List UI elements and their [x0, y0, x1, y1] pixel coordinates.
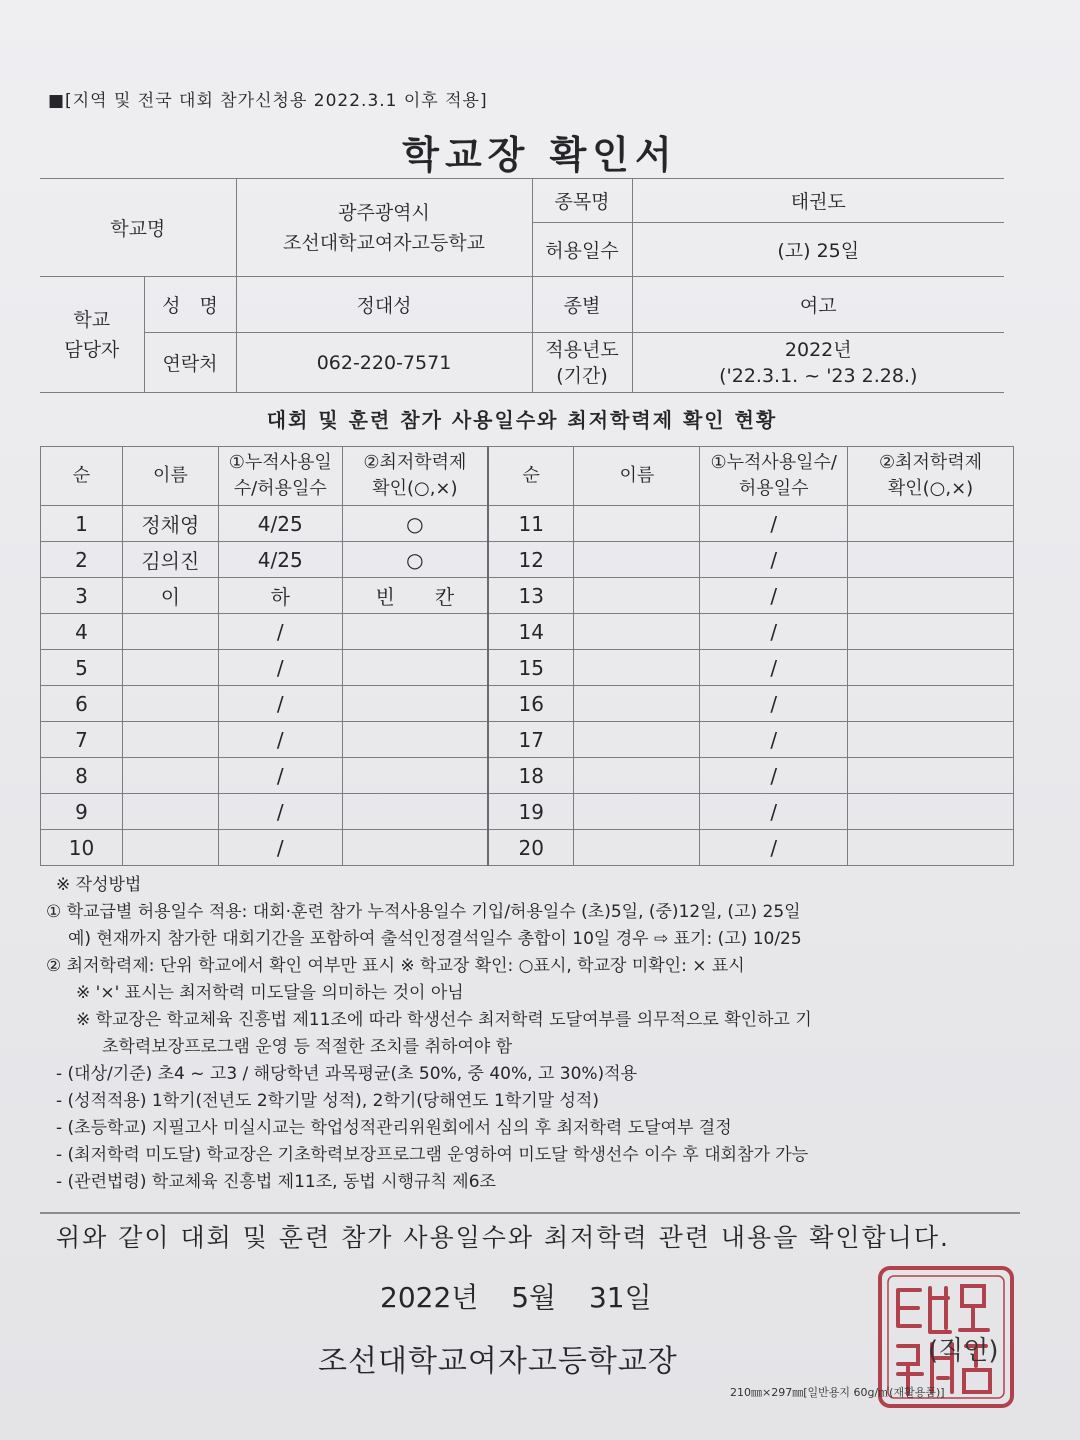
- row-no-right: 15: [488, 650, 574, 686]
- row-name: [122, 722, 218, 758]
- row-min-check-right: [848, 542, 1014, 578]
- table-row: [41, 614, 1014, 650]
- sport-value: 태권도: [632, 179, 1004, 223]
- row-min-check: ○: [342, 542, 488, 578]
- row-min-check-right: [848, 650, 1014, 686]
- row-min-check: ○: [342, 506, 488, 542]
- row-days-right: /: [700, 758, 848, 794]
- form-header-note: ■[지역 및 전국 대회 참가신청용 2022.3.1 이후 적용]: [48, 91, 488, 111]
- row-no-right: 16: [488, 686, 574, 722]
- row-no-right: 19: [488, 794, 574, 830]
- row-name: [122, 686, 218, 722]
- col-min-header-line2: 확인(○,×): [372, 478, 458, 499]
- row-days: /: [218, 830, 342, 866]
- principal-signature: 조선대학교여자고등학교장: [318, 1344, 678, 1379]
- note-4b: 초학력보장프로그램 운영 등 적절한 조치를 취하여야 함: [102, 1037, 513, 1057]
- page-title: 학교장 확인서: [402, 133, 678, 177]
- manager-label: [40, 277, 144, 393]
- row-days-right: /: [700, 686, 848, 722]
- detail-2: - (성적적용) 1학기(전년도 2학기말 성적), 2학기(당해연도 1학기말 성적): [56, 1091, 599, 1111]
- row-days-right: /: [700, 722, 848, 758]
- row-min-check-right: [848, 614, 1014, 650]
- row-days: 4/25: [218, 506, 342, 542]
- row-name: [122, 794, 218, 830]
- row-days-right: /: [700, 830, 848, 866]
- col-min-header-right-line2: 확인(○,×): [887, 478, 974, 499]
- col-days-header-line1: ①누적사용일: [228, 452, 332, 473]
- year-value-line2: ('22.3.1. ~ '23 2.28.): [719, 364, 918, 387]
- row-no-right: 20: [488, 830, 574, 866]
- row-no-right: 17: [488, 722, 574, 758]
- row-name-right: [574, 722, 700, 758]
- info-table: [40, 178, 1004, 393]
- row-min-check-right: [848, 794, 1014, 830]
- row-name: 김의진: [122, 542, 218, 578]
- row-name-right: [574, 614, 700, 650]
- row-min-check-right: [848, 578, 1014, 614]
- row-no: 10: [41, 830, 123, 866]
- row-days-right: /: [700, 506, 848, 542]
- col-min-header-right-line1: ②최저학력제: [879, 452, 983, 473]
- allowed-days-value: (고) 25일: [632, 223, 1004, 277]
- row-no: 6: [41, 686, 123, 722]
- table-row: [41, 650, 1014, 686]
- issue-date: 2022년 5월 31일: [380, 1281, 652, 1314]
- row-days-right: /: [700, 542, 848, 578]
- section-title: 대회 및 훈련 참가 사용일수와 최저학력제 확인 현황: [266, 408, 778, 432]
- row-no-right: 11: [488, 506, 574, 542]
- detail-5: - (관련법령) 학교체육 진흥법 제11조, 동법 시행규칙 제6조: [56, 1172, 496, 1192]
- manager-label-line2: 담당자: [64, 338, 120, 361]
- table-row: [41, 794, 1014, 830]
- row-days-right: /: [700, 650, 848, 686]
- table-row: [41, 686, 1014, 722]
- table-row: [41, 722, 1014, 758]
- detail-4: - (최저학력 미도달) 학교장은 기초학력보장프로그램 운영하여 미도달 학생선수 이수 후 대회참가 가능: [56, 1145, 809, 1165]
- row-name: [122, 830, 218, 866]
- note-4a: ※ 학교장은 학교체육 진흥법 제11조에 따라 학생선수 최저학력 도달여부를 의무적으로 확인하고 기: [76, 1010, 812, 1030]
- contact-value: 062-220-7571: [236, 333, 532, 393]
- row-days: /: [218, 686, 342, 722]
- row-no: 1: [41, 506, 123, 542]
- row-name: 이: [122, 578, 218, 614]
- row-days-right: /: [700, 614, 848, 650]
- contact-label: 연락처: [144, 333, 236, 393]
- manager-label-line1: 학교: [73, 308, 111, 331]
- row-name: [122, 758, 218, 794]
- seal-note: (직인): [928, 1336, 999, 1366]
- row-days: /: [218, 758, 342, 794]
- school-label: 학교명: [40, 179, 236, 277]
- row-no: 9: [41, 794, 123, 830]
- row-no-right: 18: [488, 758, 574, 794]
- col-no-header-right: 순: [488, 447, 574, 506]
- row-no: 7: [41, 722, 123, 758]
- row-name-right: [574, 830, 700, 866]
- row-days-right: /: [700, 794, 848, 830]
- row-days: 하: [218, 578, 342, 614]
- participants-table: [40, 446, 1014, 866]
- row-no-right: 14: [488, 614, 574, 650]
- row-days: /: [218, 650, 342, 686]
- col-days-header-right-line2: 허용일수: [738, 478, 809, 499]
- row-min-check: [342, 830, 488, 866]
- row-name-right: [574, 578, 700, 614]
- row-no: 5: [41, 650, 123, 686]
- divider: [40, 1212, 1020, 1214]
- col-min-header-right: [848, 447, 1014, 506]
- note-1b: 예) 현재까지 참가한 대회기간을 포함하여 출석인정결석일수 총합이 10일 경우 ⇨ 표기: (고) 10/25: [68, 929, 802, 949]
- row-name-right: [574, 794, 700, 830]
- row-name: 정채영: [122, 506, 218, 542]
- row-min-check-right: [848, 758, 1014, 794]
- table-row: [41, 578, 1014, 614]
- school-name-line2: 조선대학교여자고등학교: [283, 231, 485, 254]
- row-name-right: [574, 506, 700, 542]
- row-min-check: [342, 614, 488, 650]
- row-min-check: [342, 686, 488, 722]
- col-days-header-right-line1: ①누적사용일수/: [710, 452, 837, 473]
- confirmation-text: 위와 같이 대회 및 훈련 참가 사용일수와 최저학력 관련 내용을 확인합니다.: [56, 1223, 950, 1252]
- row-min-check: 빈 칸: [342, 578, 488, 614]
- row-min-check: [342, 650, 488, 686]
- row-days: /: [218, 794, 342, 830]
- detail-3: - (초등학교) 지필고사 미실시교는 학업성적관리위원회에서 심의 후 최저학력 도달여부 결정: [56, 1118, 732, 1138]
- row-name-right: [574, 686, 700, 722]
- row-no-right: 13: [488, 578, 574, 614]
- detail-1: - (대상/기준) 초4 ~ 고3 / 해당학년 과목평균(초 50%, 중 40%, 고 30%)적용: [56, 1064, 638, 1084]
- row-name: [122, 614, 218, 650]
- row-min-check-right: [848, 830, 1014, 866]
- row-no-right: 12: [488, 542, 574, 578]
- row-no: 4: [41, 614, 123, 650]
- name-label: 성 명: [144, 277, 236, 333]
- col-days-header-line2: 수/허용일수: [233, 478, 327, 499]
- table-row: [41, 506, 1014, 542]
- school-name: [236, 179, 532, 277]
- col-name-header-right: 이름: [574, 447, 700, 506]
- paper-spec: 210㎜×297㎜[일반용지 60g/㎡(재활용품)]: [730, 1386, 945, 1399]
- col-min-header-line1: ②최저학력제: [363, 452, 467, 473]
- allowed-days-label: 허용일수: [532, 223, 632, 277]
- row-name-right: [574, 758, 700, 794]
- row-min-check-right: [848, 686, 1014, 722]
- table-row: [41, 830, 1014, 866]
- row-days: /: [218, 614, 342, 650]
- table-row: [41, 542, 1014, 578]
- category-value: 여고: [632, 277, 1004, 333]
- instructions-heading: ※ 작성방법: [56, 875, 142, 895]
- row-min-check: [342, 722, 488, 758]
- year-value: [632, 333, 1004, 393]
- table-header-row: [41, 447, 1014, 506]
- note-3: ※ '×' 표시는 최저학력 미도달을 의미하는 것이 아님: [76, 983, 464, 1003]
- row-no: 3: [41, 578, 123, 614]
- school-name-line1: 광주광역시: [338, 201, 430, 224]
- col-days-header-right: [700, 447, 848, 506]
- row-min-check-right: [848, 722, 1014, 758]
- table-row: [41, 758, 1014, 794]
- note-1a: ① 학교급별 허용일수 적용: 대회·훈련 참가 누적사용일수 기입/허용일수 (초)5일, (중)12일, (고) 25일: [46, 902, 801, 922]
- name-value: 정대성: [236, 277, 532, 333]
- note-2: ② 최저학력제: 단위 학교에서 확인 여부만 표시 ※ 학교장 확인: ○표시, 학교장 미확인: × 표시: [46, 956, 745, 976]
- row-days-right: /: [700, 578, 848, 614]
- category-label: 종별: [532, 277, 632, 333]
- year-label-line2: (기간): [556, 364, 608, 387]
- col-days-header: [218, 447, 342, 506]
- col-min-header: [342, 447, 488, 506]
- year-value-line1: 2022년: [784, 338, 852, 361]
- year-label-line1: 적용년도: [545, 338, 619, 361]
- row-name: [122, 650, 218, 686]
- row-name-right: [574, 650, 700, 686]
- row-days: /: [218, 722, 342, 758]
- sport-label: 종목명: [532, 179, 632, 223]
- row-min-check-right: [848, 506, 1014, 542]
- row-days: 4/25: [218, 542, 342, 578]
- row-no: 8: [41, 758, 123, 794]
- instructions: [46, 872, 1036, 1196]
- col-no-header: 순: [41, 447, 123, 506]
- year-label: [532, 333, 632, 393]
- col-name-header: 이름: [122, 447, 218, 506]
- row-name-right: [574, 542, 700, 578]
- row-min-check: [342, 794, 488, 830]
- row-no: 2: [41, 542, 123, 578]
- row-min-check: [342, 758, 488, 794]
